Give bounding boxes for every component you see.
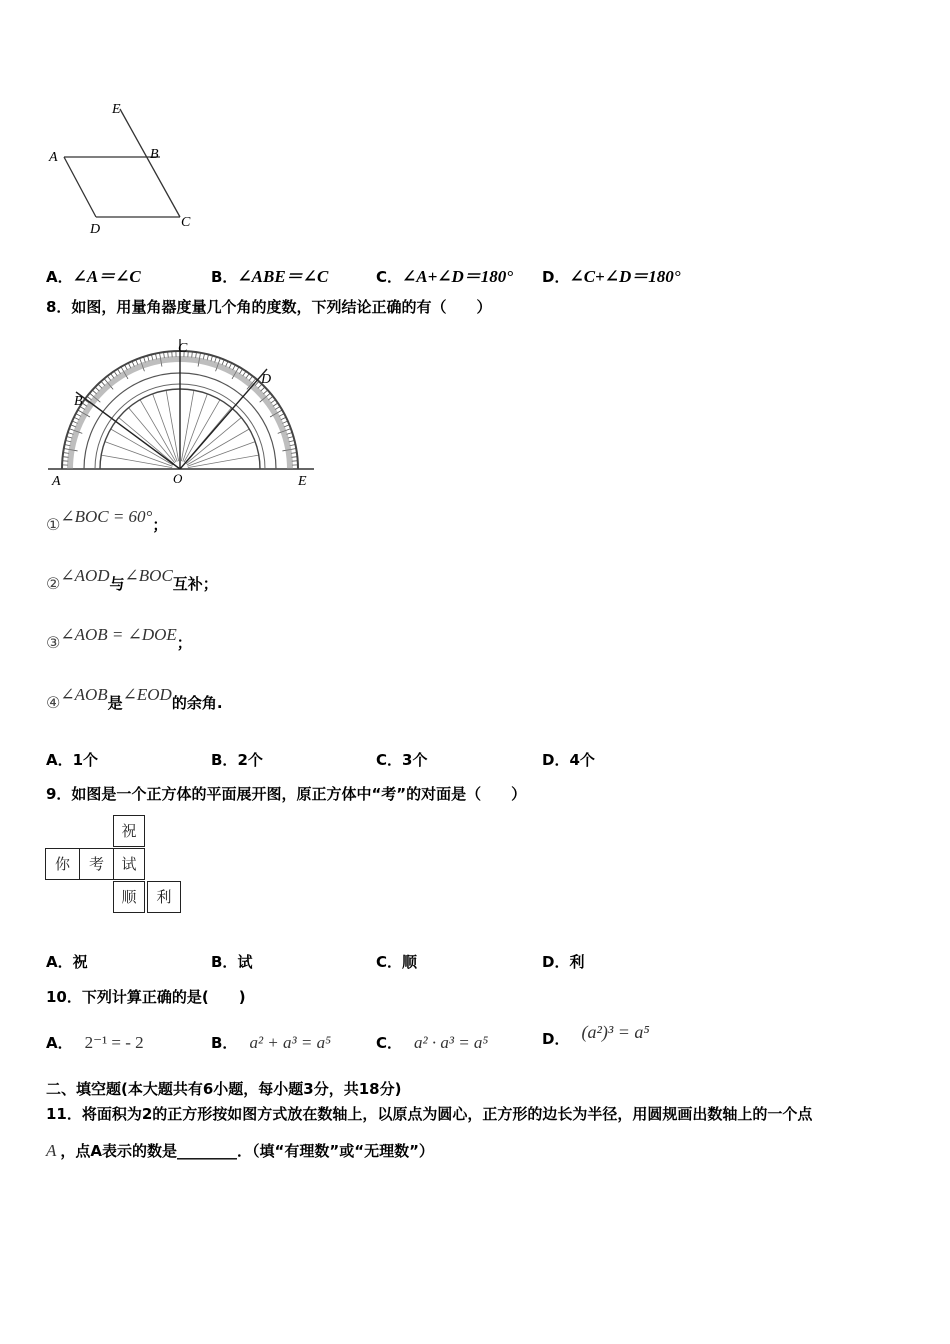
q10-option-b[interactable]: B． a² + a³ = a⁵: [211, 1033, 331, 1052]
statement-3: ③∠AOB = ∠DOE；: [46, 625, 192, 652]
label-C: C: [181, 215, 191, 230]
q9-option-c[interactable]: C．顺: [376, 953, 418, 971]
net-cell-shi: 试: [113, 848, 145, 880]
q10-option-a[interactable]: A． 2⁻¹ = - 2: [46, 1033, 144, 1052]
net-cell-zhu: 祝: [113, 815, 145, 847]
protractor-figure: [40, 333, 320, 493]
q7-option-d[interactable]: D．∠C+∠D＝180°: [542, 267, 681, 286]
q11-var-a: A: [46, 1141, 57, 1160]
label-B: B: [74, 394, 83, 409]
q9-option-b[interactable]: B．试: [211, 953, 253, 971]
label-B: B: [150, 147, 159, 162]
q11-line1: 11．将面积为2的正方形按如图方式放在数轴上，以原点为圆心，正方形的边长为半径，用圆规画出数轴上的一个点: [46, 1105, 813, 1123]
q8-stem: 8．如图，用量角器度量几个角的度数，下列结论正确的有（ ）: [46, 298, 492, 316]
label-D: D: [90, 222, 101, 237]
q9-option-a[interactable]: A．祝: [46, 953, 88, 971]
statement-2: ②∠AOD与∠BOC互补；: [46, 566, 218, 593]
cube-net-figure: [45, 815, 185, 915]
q8-option-d[interactable]: D．4个: [542, 751, 595, 769]
net-cell-ni: 你: [45, 848, 80, 880]
statement-4: ④∠AOB是∠EOD的余角.: [46, 685, 223, 712]
q7-option-c[interactable]: C．∠A+∠D＝180°: [376, 267, 514, 286]
q11-line2: A ，点A表示的数是________．（填“有理数”或“无理数”）: [46, 1141, 434, 1160]
q7-option-b[interactable]: B．∠ABE＝∠C: [211, 267, 329, 286]
label-A: A: [52, 474, 61, 489]
label-A: A: [49, 150, 58, 165]
q9-option-d[interactable]: D．利: [542, 953, 585, 971]
statement-1: ①∠BOC = 60°；: [46, 507, 168, 534]
net-cell-li: 利: [147, 881, 181, 913]
protractor-spoke: [188, 455, 259, 468]
q10-stem: 10．下列计算正确的是( ): [46, 988, 246, 1006]
label-E: E: [112, 102, 121, 117]
q10-option-c[interactable]: C． a² · a³ = a⁵: [376, 1033, 489, 1052]
net-cell-shun: 顺: [113, 881, 145, 913]
q8-option-b[interactable]: B．2个: [211, 751, 263, 769]
label-C: C: [178, 341, 188, 356]
net-cell-kao: 考: [79, 848, 114, 880]
label-E: E: [298, 474, 307, 489]
q9-stem: 9．如图是一个正方体的平面展开图，原正方体中“考”的对面是（ ）: [46, 785, 527, 803]
section-title: 二、填空题(本大题共有6小题，每小题3分，共18分): [46, 1080, 402, 1098]
label-O: O: [173, 471, 183, 486]
q8-option-c[interactable]: C．3个: [376, 751, 428, 769]
protractor-spoke: [181, 390, 194, 461]
protractor-spoke: [101, 455, 172, 468]
q7-option-a[interactable]: A．∠A＝∠C: [46, 267, 141, 286]
parallelogram-figure: [40, 95, 210, 240]
q10-option-d[interactable]: D． (a²)³ = a⁵: [542, 1022, 650, 1048]
q8-option-a[interactable]: A．1个: [46, 751, 99, 769]
label-D: D: [261, 372, 272, 387]
protractor-spoke: [166, 390, 179, 461]
